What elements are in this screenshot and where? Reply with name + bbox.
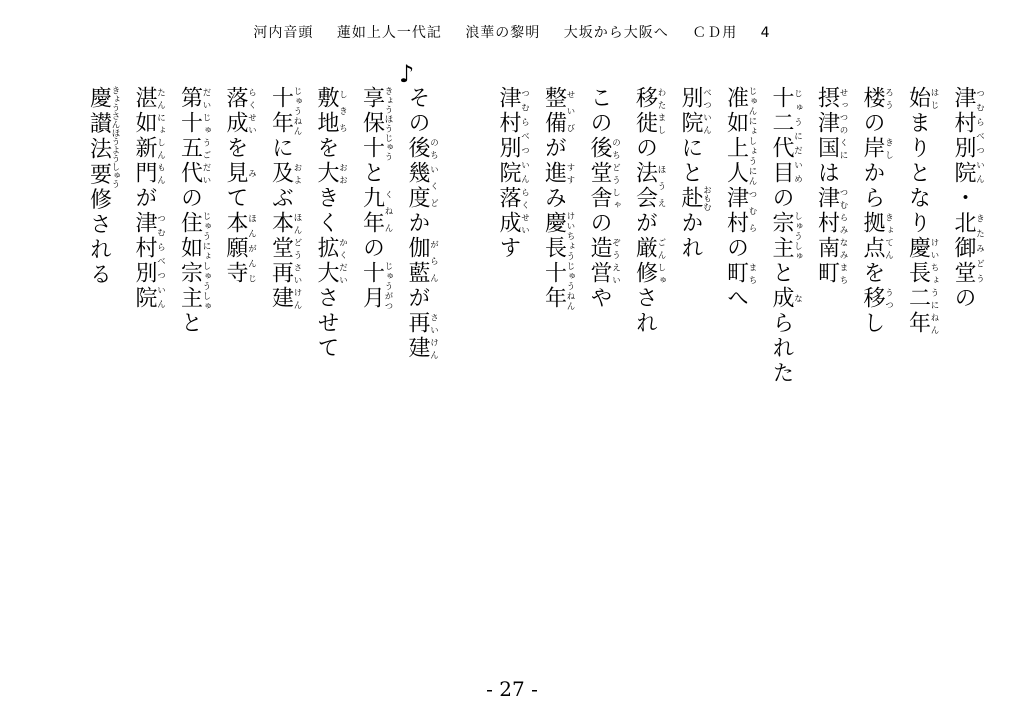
ruby-word: 進すす: [541, 161, 575, 186]
ruby-word: 十月じゅうがつ: [359, 261, 393, 311]
header-edition: ＣＤ用: [692, 25, 738, 41]
verse1-line-2: 始はじまりとなり慶長二年けいちょうにねん: [905, 86, 939, 336]
ruby-word: 慶讃法要きょうさんほうようしゅう: [86, 86, 120, 188]
ruby-word: 町まち: [723, 261, 757, 286]
page-header: [0, 22, 1024, 42]
verse1-line-11: 津村別院つむらべついん落成らくせいす: [496, 86, 530, 261]
verse2-line-4: 十年じゅうねんに及およぶ本堂再建ほんどうさいけん: [268, 86, 302, 311]
ruby-word: 見み: [223, 161, 257, 186]
ruby-word: 北御堂きたみどう: [951, 211, 985, 286]
ruby-word: 湛如新門たんにょしんもん: [132, 86, 166, 186]
ruby-word: 享保十きょうほうじゅう: [359, 86, 393, 161]
ruby-word: 成な: [769, 286, 803, 311]
ruby-word: 堂舎どうしゃ: [587, 161, 621, 211]
ruby-word: 十二代目じゅうにだいめ: [769, 86, 803, 186]
verse2-line-3: 敷地しきちを大おおきく拡大かくだいさせて: [314, 86, 348, 361]
ruby-word: 本堂再建ほんどうさいけん: [268, 211, 302, 311]
ruby-word: 津村別院つむらべついん: [132, 211, 166, 311]
ruby-word: 津村別院つむらべついん: [951, 86, 985, 186]
ruby-word: 整備せいび: [541, 86, 575, 136]
ruby-word: 伽藍がらん: [405, 236, 439, 286]
verse1-line-9: この後のち堂舎どうしゃの造営ぞうえいや: [587, 86, 621, 311]
ruby-word: 大おお: [314, 161, 348, 186]
ruby-word: 赴おもむ: [678, 185, 712, 212]
ruby-word: 住如宗主じゅうにょしゅうしゅ: [177, 211, 211, 311]
verse1-line-1: 津村別院つむらべついん・北御堂きたみどうの: [951, 86, 985, 311]
ruby-word: 准如上人じゅんにょしょうにん: [723, 86, 757, 186]
header-number: 4: [760, 25, 771, 41]
verse1-line-3: 楼ろうの岸きしから拠点きょてんを移うつし: [860, 86, 894, 336]
header-chapter: 大坂から大阪へ: [563, 25, 669, 41]
ruby-word: 津村別院つむらべついん: [496, 86, 530, 186]
ruby-word: 第十五代だいじゅうごだい: [177, 86, 211, 186]
ruby-word: 再建さいけん: [405, 311, 439, 361]
ruby-word: 十年じゅうねん: [268, 86, 302, 136]
ruby-word: 造営ぞうえい: [587, 236, 621, 286]
verse2-line-7: 湛如新門たんにょしんもんが津村別院つむらべついん: [132, 86, 166, 311]
ruby-word: 津村つむら: [723, 186, 757, 236]
verse1-line-6: 准如上人じゅんにょしょうにん津村つむらの町まちへ: [723, 86, 757, 311]
ruby-word: 慶長二年けいちょうにねん: [905, 236, 939, 336]
ruby-word: 後のち: [405, 136, 439, 161]
ruby-word: 落成らくせい: [223, 86, 257, 136]
ruby-word: 摂津国せっつのくに: [814, 86, 848, 161]
ruby-word: 厳修ごんしゅ: [632, 236, 666, 286]
ruby-word: 別院べついん: [678, 86, 712, 136]
header-title: 蓮如上人一代記: [336, 25, 442, 41]
verse1-line-8: 移徙わたましの法会ほうえが厳修ごんしゅされ: [632, 86, 666, 336]
ruby-word: 移うつ: [860, 286, 894, 311]
ruby-word: 及およ: [268, 161, 302, 186]
ruby-word: 始はじ: [905, 86, 939, 111]
verse1-line-5: 十二代目じゅうにだいめの宗主しゅうしゅと成なられた: [769, 86, 803, 386]
ruby-word: 本願寺ほんがんじ: [223, 211, 257, 286]
verse2-line-1: その後のち幾度いくどか伽藍がらんが再建さいけん: [405, 86, 439, 361]
ruby-word: 移徙わたまし: [632, 86, 666, 136]
page-number: - 27 -: [486, 677, 538, 701]
music-note-icon: ♪: [399, 60, 415, 88]
ruby-word: 宗主しゅうしゅ: [769, 211, 803, 261]
verse1-line-10: 整備せいびが進すすみ慶長十年けいちょうじゅうねん: [541, 86, 575, 311]
ruby-word: 拡大かくだい: [314, 236, 348, 286]
verse1-line-4: 摂津国せっつのくには津村南町つむらみなみまち: [814, 86, 848, 286]
verse2-line-2: 享保十きょうほうじゅうと九年くねんの十月じゅうがつ: [359, 86, 393, 311]
ruby-word: 幾度いくど: [405, 161, 439, 211]
verse2-line-8: 慶讃法要きょうさんほうようしゅう修される: [86, 86, 120, 288]
ruby-word: 岸きし: [860, 136, 894, 161]
ruby-word: 楼ろう: [860, 86, 894, 111]
ruby-word: 法会ほうえ: [632, 161, 666, 211]
ruby-word: 慶長十年けいちょうじゅうねん: [541, 211, 575, 311]
ruby-word: 九年くねん: [359, 186, 393, 236]
verse1-line-7: 別院べついんにと赴おもむかれ: [678, 86, 712, 261]
header-series: 河内音頭: [253, 25, 314, 41]
verse-gap: [440, 86, 486, 606]
ruby-word: 拠点きょてん: [860, 211, 894, 261]
ruby-word: 後のち: [587, 136, 621, 161]
ruby-word: 敷地しきち: [314, 86, 348, 136]
verse2-line-5: 落成らくせいを見みて本願寺ほんがんじ: [223, 86, 257, 286]
ruby-word: 落成らくせい: [496, 186, 530, 236]
ruby-word: 津村南町つむらみなみまち: [814, 186, 848, 286]
lyrics-body: [76, 86, 986, 606]
verse2-line-6: 第十五代だいじゅうごだいの住如宗主じゅうにょしゅうしゅと: [177, 86, 211, 336]
header-subtitle: 浪華の黎明: [465, 25, 541, 41]
